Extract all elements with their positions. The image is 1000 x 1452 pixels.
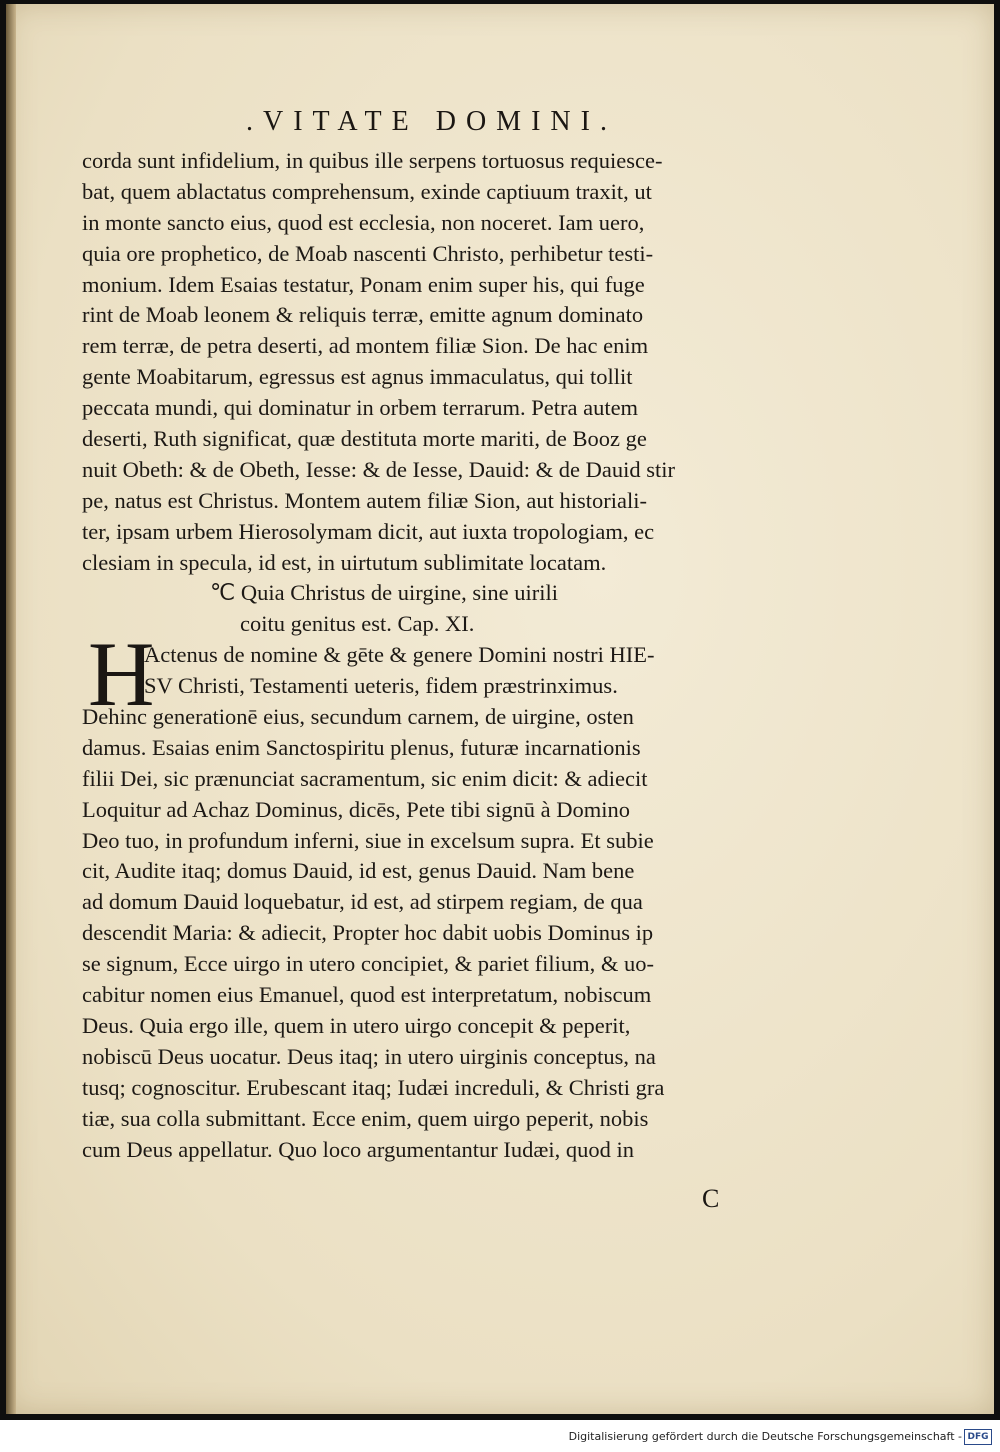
text-line: monium. Idem Esaias testatur, Ponam enim super his, qui fuge [82, 271, 645, 297]
text-line: Deus. Quia ergo ille, quem in utero uirgo concepit & peperit, [82, 1012, 631, 1038]
text-line: rem terræ, de petra deserti, ad montem filiæ Sion. De hac enim [82, 333, 649, 359]
text-block [82, 146, 802, 1165]
text-line: quia ore prophetico, de Moab nascenti Christo, perhibetur testi- [82, 240, 654, 266]
text-line: tiæ, sua colla submittant. Ecce enim, quem uirgo peperit, nobis [82, 1105, 649, 1131]
text-line: descendit Maria: & adiecit, Propter hoc dabit uobis Dominus ip [82, 920, 654, 946]
text-line: ter, ipsam urbem Hierosolymam dicit, aut iuxta tropologiam, ec [82, 518, 655, 544]
text-line: nobiscū Deus uocatur. Deus itaq; in utero uirginis conceptus, na [82, 1043, 656, 1069]
text-line: cum Deus appellatur. Quo loco argumentantur Iudæi, quod in [82, 1136, 634, 1162]
text-line: rint de Moab leonem & reliquis terræ, emitte agnum dominato [82, 302, 644, 328]
text-line: peccata mundi, qui dominatur in orbem terrarum. Petra autem [82, 395, 639, 421]
text-line: in monte sancto eius, quod est ecclesia, non noceret. Iam uero, [82, 209, 645, 235]
footer-credit: Digitalisierung gefördert durch die Deutsche Forschungsgemeinschaft - [568, 1430, 962, 1443]
text-line: deserti, Ruth significat, quæ destituta morte mariti, de Booz ge [82, 426, 647, 452]
text-line: tusq; cognoscitur. Erubescant itaq; Iudæi increduli, & Christi gra [82, 1074, 665, 1100]
dfg-logo: DFG [964, 1429, 992, 1445]
chapter-heading-line-1: ℃ Quia Christus de uirgine, sine uirili [210, 580, 558, 606]
text-line: filii Dei, sic prænunciat sacramentum, sic enim dicit: & adiecit [82, 765, 648, 791]
text-line: corda sunt infidelium, in quibus ille serpens tortuosus requiesce- [82, 148, 663, 173]
text-line: nuit Obeth: & de Obeth, Iesse: & de Iesse, Dauid: & de Dauid stir [82, 456, 675, 482]
text-line: bat, quem ablactatus comprehensum, exinde captiuum traxit, ut [82, 178, 652, 204]
text-line: pe, natus est Christus. Montem autem filiæ Sion, aut historiali- [82, 487, 647, 513]
page-edge [6, 4, 16, 1414]
text-line: cit, Audite itaq; domus Dauid, id est, genus Dauid. Nam bene [82, 858, 635, 884]
paragraph-before-chapter [82, 146, 802, 578]
text-line: clesiam in specula, id est, in uirtutum sublimitate locatam. [82, 549, 607, 575]
text-line: Dehinc generationē eius, secundum carnem, de uirgine, osten [82, 704, 634, 730]
dropcap-line-2: SV Christi, Testamenti ueteris, fidem præstrinximus. [144, 673, 618, 699]
running-head: .VITATE DOMINI. [246, 106, 617, 137]
text-line: gente Moabitarum, egressus est agnus immaculatus, qui tollit [82, 364, 633, 390]
text-line: Loquitur ad Achaz Dominus, dicēs, Pete tibi signū à Domino [82, 796, 631, 822]
text-line: damus. Esaias enim Sanctospiritu plenus, futuræ incarnationis [82, 734, 641, 760]
text-line: cabitur nomen eius Emanuel, quod est interpretatum, nobiscum [82, 982, 652, 1008]
dropcap-line-1: Actenus de nomine & gēte & genere Domini nostri HIE- [144, 642, 655, 668]
paragraph-after-chapter [82, 702, 802, 1165]
chapter-heading-line-2: coitu genitus est. Cap. XI. [240, 611, 475, 637]
text-line: Deo tuo, in profundum inferni, siue in excelsum supra. Et subie [82, 827, 654, 853]
text-line: se signum, Ecce uirgo in utero concipiet, & pariet filium, & uo- [82, 951, 654, 977]
book-page [6, 4, 994, 1414]
text-line: ad domum Dauid loquebatur, id est, ad stirpem regiam, de qua [82, 889, 643, 915]
catchword: C [702, 1184, 720, 1213]
drop-capital: H [88, 623, 155, 726]
